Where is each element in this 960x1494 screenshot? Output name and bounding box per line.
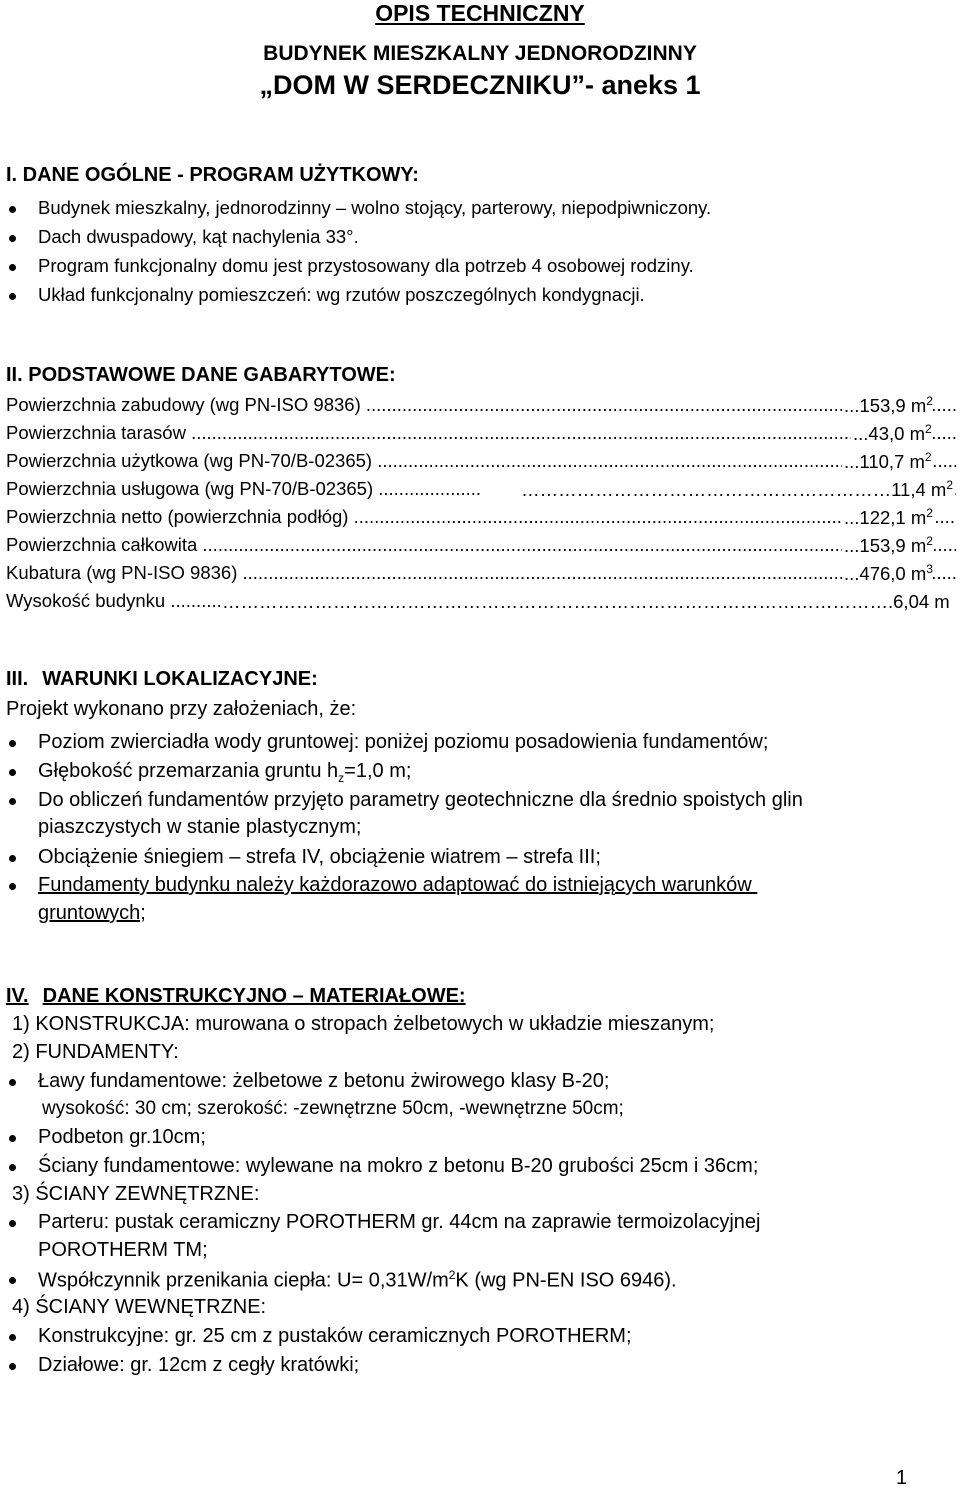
section-4-heading: IV. DANE KONSTRUKCYJNO – MATERIAŁOWE: [6, 985, 466, 1007]
data-row: Powierzchnia całkowita ..... ...153,9 $m^2$ [6, 534, 956, 558]
bullet-icon [9, 1334, 16, 1341]
bullet-icon [9, 1277, 16, 1284]
document-page: OPIS TECHNICZNY BUDYNEK MIESZKALNY JEDNORODZINNY „DOM W SERDECZNIKU”- aneks 1 I. DANE OGÓLNE - PROGRAM UŻYTKOWY: Budynek mieszkalny, jednorodzinny – wolno stojący, parterowy, niepodpiwniczony. Dach dwuspadowy, kąt nachylenia 33°. Program funkcjonalny domu jest przystosowany dla potrzeb 4 osobowej rodziny. Układ funkcjonalny pomieszczeń: wg rzutów poszczególnych kondygnacji. II. PODSTAWOWE DANE GABARYTOWE: Powierzchnia zabudowy (wg PN-ISO 9836) ..... ...153,9 $m^2$ Powierzchnia tarasów ..... ...43,0 $m^2$ Powierzchnia użytkowa (wg PN-70/B-02365) ..... ...110,7 $m^2$ Powierzchnia usługowa (wg PN-70/B-02365) ..... ……………………………………………………11,4 $m^2$ Powierzchnia netto (powierzchnia podłóg) ..... ...122,1 $m^2$ Powierzchnia całkowita ..... ...153,9 $m^2$ Kubatura (wg PN-ISO 9836) ..... ...476,0 $m^3$ Wysokość budynku ..... ……………………………………………………………………………………………….6,04 m III. WARUNKI LOKALIZACYJNE: Projekt wykonano przy założeniach, że: Poziom zwierciadła wody gruntowej: poniżej poziomu posadowienia fundamentów; Głębokość przemarzania gruntu $h_z=1,0$ m; Do obliczeń fundamentów przyjęto parametry geotechniczne dla średnio spoistych glin piaszczystych w stanie plastycznym; Obciążenie śniegiem – strefa IV, obciążenie wiatrem – strefa III; Fundamenty budynku należy każdorazowo adaptować do istniejących warunków gruntowych; IV. DANE KONSTRUKCYJNO – MATERIAŁOWE: 1) KONSTRUKCJA: murowana o stropach żelbetowych w układzie mieszanym; 2) FUNDAMENTY: Ławy fundamentowe: żelbetowe z betonu żwirowego klasy B-20; wysokość: 30 cm; szerokość: -zewnętrzne 50cm, -wewnętrzne 50cm; Podbeton gr.10cm; Ściany fundamentowe: wylewane na mokro z betonu B-20 grubości 25cm i 36cm; 3) ŚCIANY ZEWNĘTRZNE: Parteru: pustak ceramiczny POROTHERM gr. 44cm na zaprawie termoizolacyjnej POROTHERM TM; Współczynnik przenikania ciepła: $U= 0,31W/m^2K$ (wg PN-EN ISO 6946). 4) ŚCIANY WEWNĘTRZNE: Konstrukcyjne: gr. 25 cm z pustaków ceramicznych POROTHERM; Działowe: gr. 12cm z cegły kratówki; 1 [0, 0, 960, 1494]
bullet-icon [9, 1135, 16, 1142]
data-row: Powierzchnia użytkowa (wg PN-70/B-02365) ..... ...110,7 $m^2$ [6, 450, 956, 474]
bullet-icon [9, 740, 16, 747]
section-3-intro: Projekt wykonano przy założeniach, że: [6, 698, 357, 720]
subsection-1: 1) KONSTRUKCJA: murowana o stropach żelbetowych w układzie mieszanym; [12, 1013, 715, 1035]
data-row: Powierzchnia tarasów ..... ...43,0 $m^2$ [6, 422, 956, 446]
document-title: OPIS TECHNICZNY [375, 0, 585, 26]
subsection-3: 3) ŚCIANY ZEWNĘTRZNE: [12, 1183, 260, 1205]
section-3-heading: III. WARUNKI LOKALIZACYJNE: [6, 668, 318, 690]
bullet-icon [9, 264, 16, 271]
bullet-icon [9, 1164, 16, 1171]
bullet-icon [9, 855, 16, 862]
bullet-icon [9, 1220, 16, 1227]
subsection-2: 2) FUNDAMENTY: [12, 1041, 179, 1063]
page-number: 1 [896, 1467, 908, 1489]
bullet-icon [9, 1363, 16, 1370]
bullet-icon [9, 235, 16, 242]
data-row: Powierzchnia netto (powierzchnia podłóg) ..... ...122,1 $m^2$ [6, 506, 956, 530]
section-1-heading: I. DANE OGÓLNE - PROGRAM UŻYTKOWY: [6, 164, 419, 186]
subsection-4: 4) ŚCIANY WEWNĘTRZNE: [12, 1296, 267, 1318]
data-row: Wysokość budynku ..... ……………………………………………………………………………………………….6,04 m [6, 590, 956, 616]
bullet-icon [9, 798, 16, 805]
bullet-icon [9, 293, 16, 300]
bullet-icon [9, 1079, 16, 1086]
project-name: „DOM W SERDECZNIKU”- aneks 1 [259, 70, 701, 100]
bullet-icon [9, 883, 16, 890]
data-row: Kubatura (wg PN-ISO 9836) ..... ...476,0 $m^3$ [6, 562, 956, 586]
document-subtitle: BUDYNEK MIESZKALNY JEDNORODZINNY [263, 42, 697, 65]
section-2-heading: II. PODSTAWOWE DANE GABARYTOWE: [6, 364, 396, 386]
bullet-icon [9, 769, 16, 776]
data-row: Powierzchnia usługowa (wg PN-70/B-02365) ..... ……………………………………………………11,4 $m^2$ [6, 478, 956, 502]
bullet-icon [9, 206, 16, 213]
data-row: Powierzchnia zabudowy (wg PN-ISO 9836) ..... ...153,9 $m^2$ [6, 394, 956, 418]
